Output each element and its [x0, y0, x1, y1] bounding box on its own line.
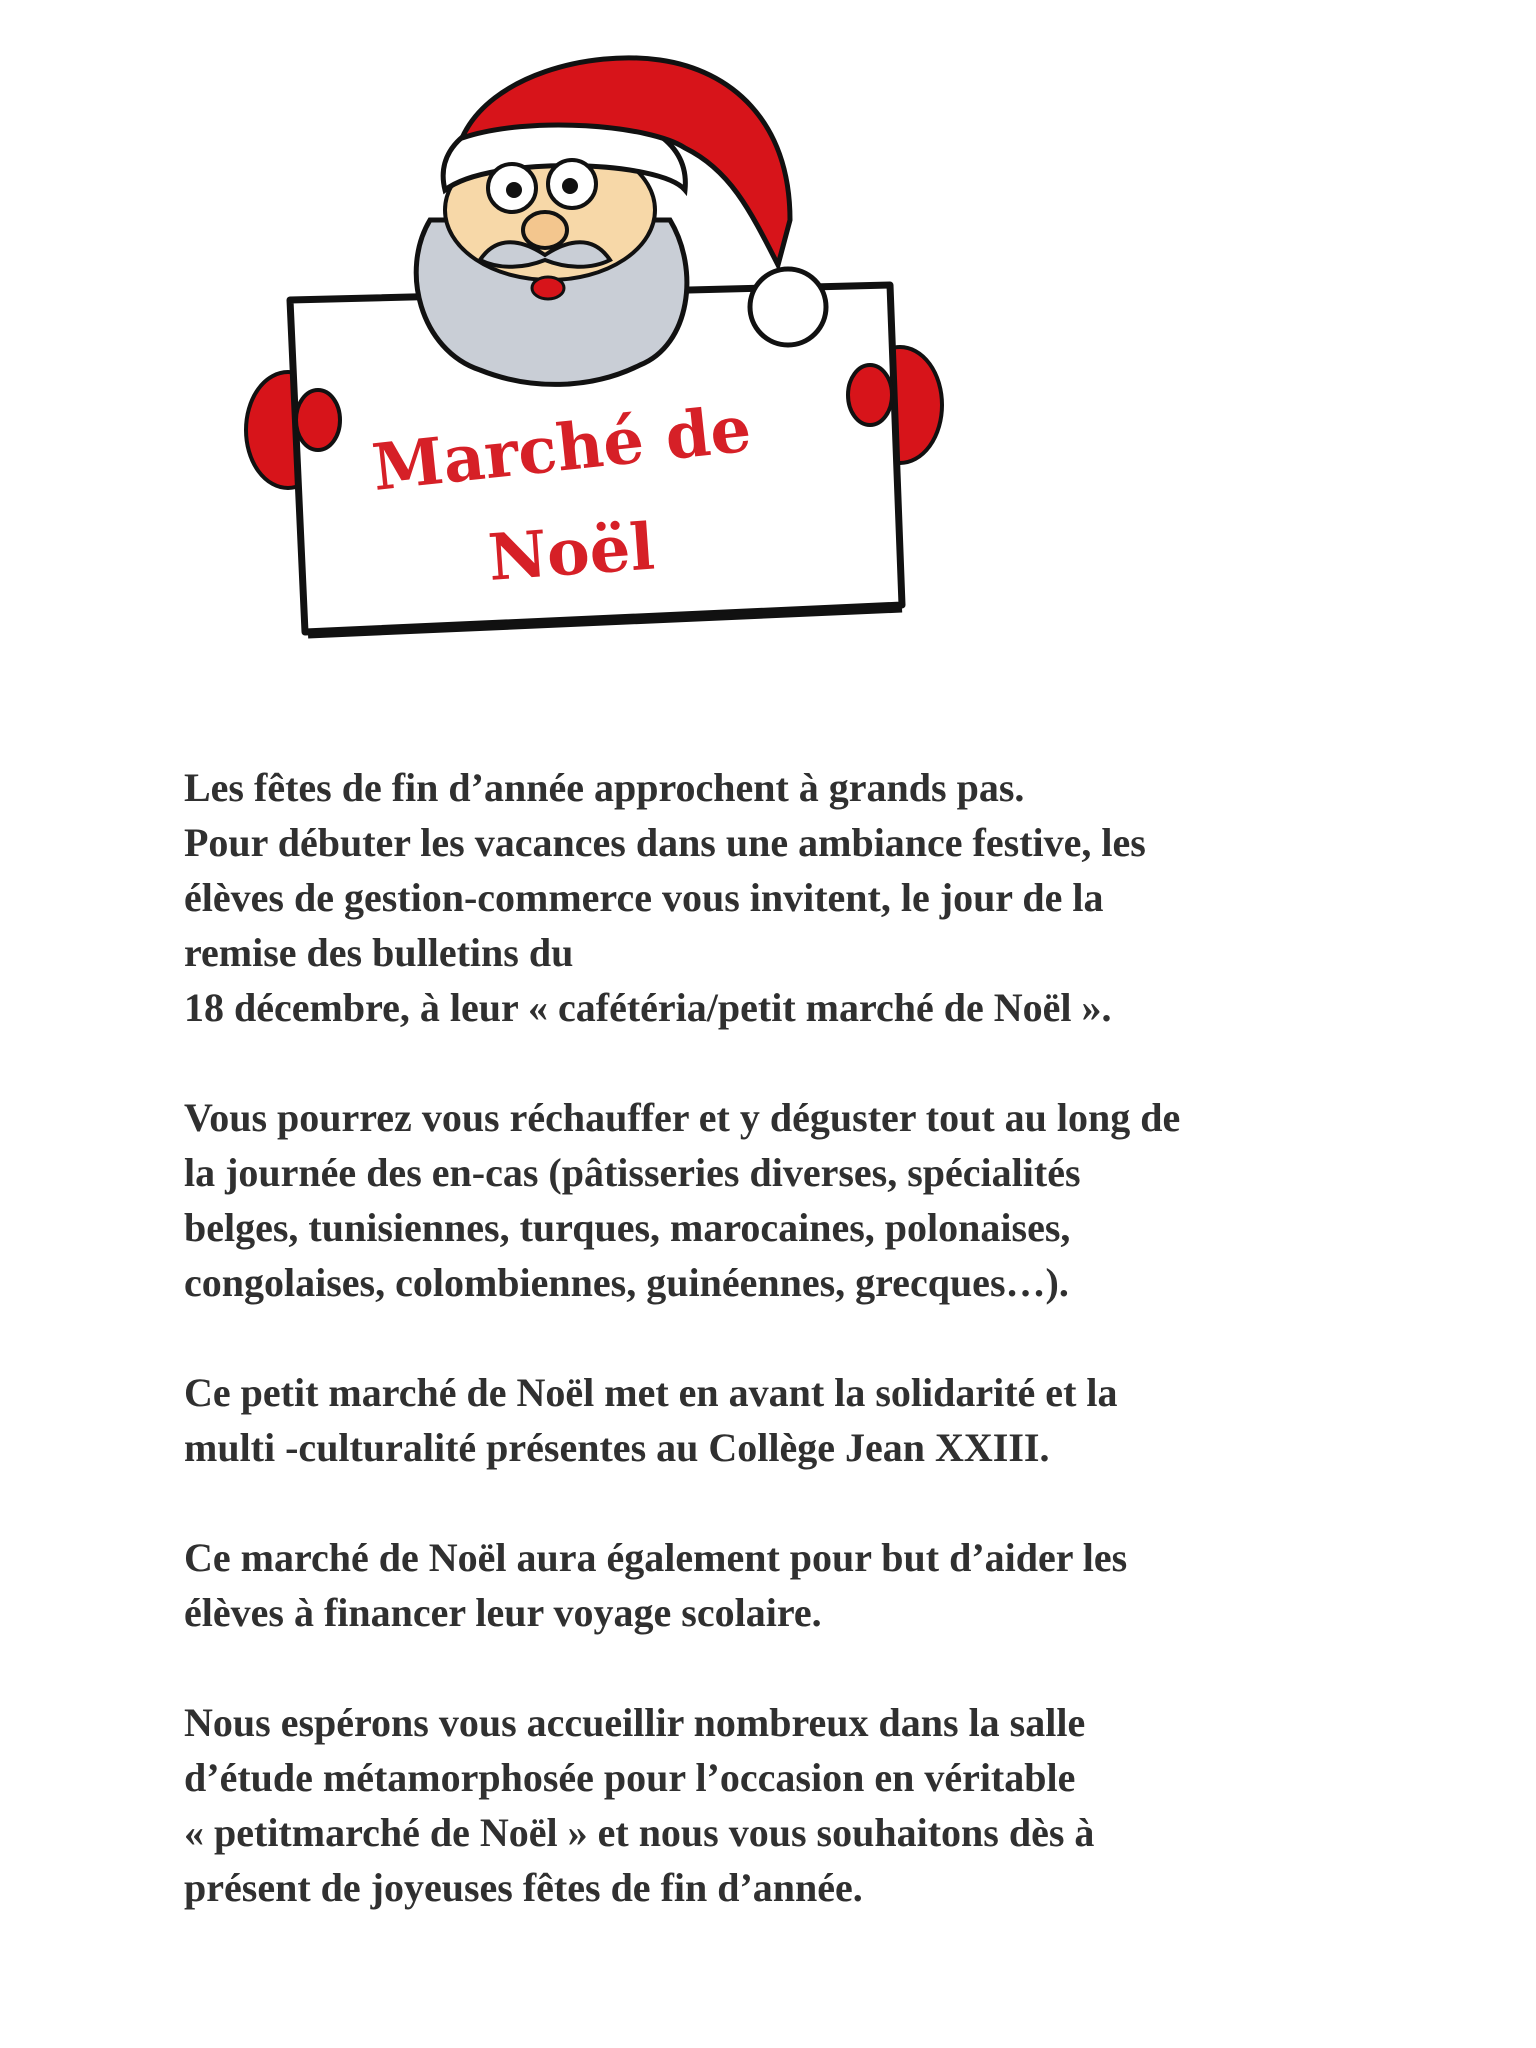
santa-icon	[230, 20, 970, 660]
letter-line: belges, tunisiennes, turques, marocaines, polonaises,	[184, 1205, 1071, 1250]
letter-paragraph	[184, 760, 1404, 1035]
sign-title-line-1: Marché de	[368, 391, 755, 506]
letter-line: élèves à financer leur voyage scolaire.	[184, 1590, 822, 1635]
letter-line: Pour débuter les vacances dans une ambiance festive, les	[184, 820, 1146, 865]
sign-title-line-2: Noël	[485, 509, 657, 596]
letter-line: 18 décembre, à leur « cafétéria/petit marché de Noël ».	[184, 985, 1112, 1030]
letter-line: présent de joyeuses fêtes de fin d’année.	[184, 1865, 863, 1910]
letter-line: Ce marché de Noël aura également pour but d’aider les	[184, 1535, 1128, 1580]
letter-line: Ce petit marché de Noël met en avant la solidarité et la	[184, 1370, 1118, 1415]
letter-line: « petitmarché de Noël » et nous vous souhaitons dès à	[184, 1810, 1095, 1855]
letter-line: la journée des en-cas (pâtisseries diverses, spécialités	[184, 1150, 1081, 1195]
letter-paragraph	[184, 1365, 1404, 1475]
letter-line: congolaises, colombiennes, guinéennes, grecques…).	[184, 1260, 1069, 1305]
letter-line: Les fêtes de fin d’année approchent à grands pas.	[184, 765, 1025, 810]
letter-line: multi -culturalité présentes au Collège Jean XXIII.	[184, 1425, 1050, 1470]
invitation-letter	[184, 760, 1404, 1915]
letter-line: remise des bulletins du	[184, 930, 574, 975]
letter-paragraph	[184, 1530, 1404, 1640]
letter-line: Nous espérons vous accueillir nombreux dans la salle	[184, 1700, 1086, 1745]
letter-paragraph	[184, 1695, 1404, 1915]
santa-sign-illustration	[230, 20, 970, 660]
hat-pompom	[750, 269, 826, 345]
letter-paragraph	[184, 1090, 1404, 1310]
letter-line: Vous pourrez vous réchauffer et y déguster tout au long de	[184, 1095, 1181, 1140]
letter-line: d’étude métamorphosée pour l’occasion en véritable	[184, 1755, 1076, 1800]
letter-line: élèves de gestion-commerce vous invitent, le jour de la	[184, 875, 1104, 920]
